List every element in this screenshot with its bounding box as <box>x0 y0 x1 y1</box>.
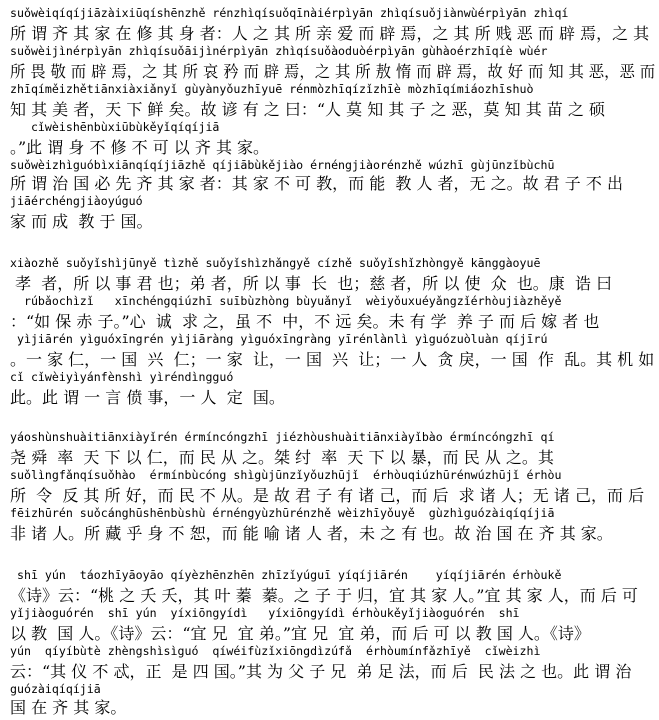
hanzi-line: 国 在 齐 其 家。 <box>10 698 127 717</box>
pinyin-line: suǒwèiqíqíjiāzàixiūqíshēnzhě rénzhìqísuǒqīnàiérpìyān zhìqísuǒjiànwùérpìyān zhìqí <box>10 6 569 20</box>
hanzi-line: 云：“其 仪 不 忒，正 是 四 国。”其 为 父 子 兄 弟 足 法，而 后 民 法 之 也。此 谓 治 <box>10 662 632 681</box>
hanzi-line: 《诗》云：“桃 之 夭 夭，其 叶 蓁 蓁。之 子 于 归，宜 其 家 人。”宜 其 家 人，而 后 可 <box>10 586 638 605</box>
hanzi-line: 孝 者，所 以 事 君 也；弟 者，所 以 事 长 也；慈 者，所 以 使 众 也。康 诰 曰 <box>10 274 613 293</box>
hanzi-line: 所 令 反 其 所 好，而 民 不 从。是 故 君 子 有 诸 己，而 后 求 诸 人；无 诸 己，而 后 <box>10 486 645 505</box>
hanzi-line: 所 畏 敬 而 辟 焉，之 其 所 哀 矜 而 辟 焉，之 其 所 敖 惰 而 辟 焉，故 好 而 知 其 恶，恶 而 <box>10 62 656 81</box>
hanzi-line: ：“如 保 赤 子。”心 诚 求 之，虽 不 中，不 远 矣。未 有 学 养 子 而 后 嫁 者 也 <box>10 312 600 331</box>
hanzi-line: 所 谓 治 国 必 先 齐 其 家 者：其 家 不 可 教，而 能 教 人 者，无 之。故 君 子 不 出 <box>10 174 623 193</box>
pinyin-line: rúbǎochìzǐ xīnchéngqiúzhī suībùzhòng bùyuǎnyǐ wèiyǒuxuéyǎngzǐérhòujiàzhěyě <box>10 294 562 308</box>
pinyin-line: yìjiārén yìguóxīngrén yìjiāràng yìguóxīngràng yīrénlànlì yìguózuòluàn qíjīrú <box>10 332 548 346</box>
hanzi-line: 家 而 成 教 于 国。 <box>10 212 153 231</box>
pinyin-line: jiāérchéngjiàoyúguó <box>10 194 143 208</box>
pinyin-line: shī yún táozhīyāoyāo qíyèzhēnzhēn zhīzǐyúguī yíqíjiārén yíqíjiārén érhòukě <box>10 568 562 582</box>
hanzi-line: 知 其 美 者，天 下 鲜 矣。故 谚 有 之 曰：“人 莫 知 其 子 之 恶，莫 知 其 苗 之 硕 <box>10 100 605 119</box>
pinyin-line: yǐjiàoguórén shī yún yíxiōngyídì yíxiōngyídì érhòukěyǐjiàoguórén shī <box>10 606 520 620</box>
hanzi-line: 。”此 谓 身 不 修 不 可 以 齐 其 家。 <box>10 138 270 157</box>
pinyin-line: xiàozhě suǒyǐshìjūnyě tìzhě suǒyǐshìzhǎngyě cízhě suǒyǐshǐzhòngyě kānggàoyuē <box>10 256 541 270</box>
pinyin-line: suǒlìngfǎnqísuǒhào érmínbùcóng shìgùjūnzǐyǒuzhūjǐ érhòuqiúzhūrénwúzhūjǐ érhòu <box>10 468 562 482</box>
hanzi-line: 非 诸 人。所 藏 乎 身 不 恕，而 能 喻 诸 人 者，未 之 有 也。故 治 国 在 齐 其 家。 <box>10 524 613 543</box>
pinyin-line: cǐ cǐwèiyìyánfènshì yìréndìngguó <box>10 370 234 384</box>
pinyin-line: guózàiqíqíjiā <box>10 682 101 696</box>
hanzi-line: 尧 舜 率 天 下 以 仁，而 民 从 之。桀 纣 率 天 下 以 暴，而 民 从 之。其 <box>10 448 554 467</box>
hanzi-line: 所 谓 齐 其 家 在 修 其 身 者：人 之 其 所 亲 爱 而 辟 焉，之 其 所 贱 恶 而 辟 焉，之 其 <box>10 24 650 43</box>
pinyin-line: cǐwèishēnbùxiūbùkěyǐqíqíjiā <box>10 120 220 134</box>
pinyin-line: fēizhūrén suǒcánghūshēnbùshù érnéngyùzhūrénzhě wèizhīyǒuyě gùzhìguózàiqíqíjiā <box>10 506 555 520</box>
pinyin-line: suǒwèizhìguóbìxiānqíqíjiāzhě qíjiābùkějiào érnéngjiàorénzhě wúzhī gùjūnzǐbùchū <box>10 158 555 172</box>
pinyin-line: yún qíyíbùtè zhèngshìsìguó qíwéifùzǐxiōngdìzúfǎ érhòumínfǎzhīyě cǐwèizhì <box>10 644 541 658</box>
hanzi-line: 此。此 谓 一 言 偾 事，一 人 定 国。 <box>10 388 285 407</box>
pinyin-line: zhīqíměizhětiānxiàxiǎnyǐ gùyànyǒuzhīyuē rénmòzhīqízǐzhīè mòzhīqímiáozhīshuò <box>10 82 534 96</box>
hanzi-line: 以 教 国 人。《诗》云：“宜 兄 宜 弟。”宜 兄 宜 弟，而 后 可 以 教 国 人。《诗》 <box>10 624 590 643</box>
pinyin-line: suǒwèijìnérpìyān zhìqísuǒāijìnérpìyān zhìqísuǒàoduòérpìyān gùhàoérzhīqíè wùér <box>10 44 548 58</box>
pinyin-line: yáoshùnshuàitiānxiàyǐrén érmíncóngzhī jiézhòushuàitiānxiàyǐbào érmíncóngzhī qí <box>10 430 555 444</box>
hanzi-line: 。一 家 仁，一 国 兴 仁；一 家 让，一 国 兴 让；一 人 贪 戾，一 国 作 乱。其 机 如 <box>10 350 655 369</box>
